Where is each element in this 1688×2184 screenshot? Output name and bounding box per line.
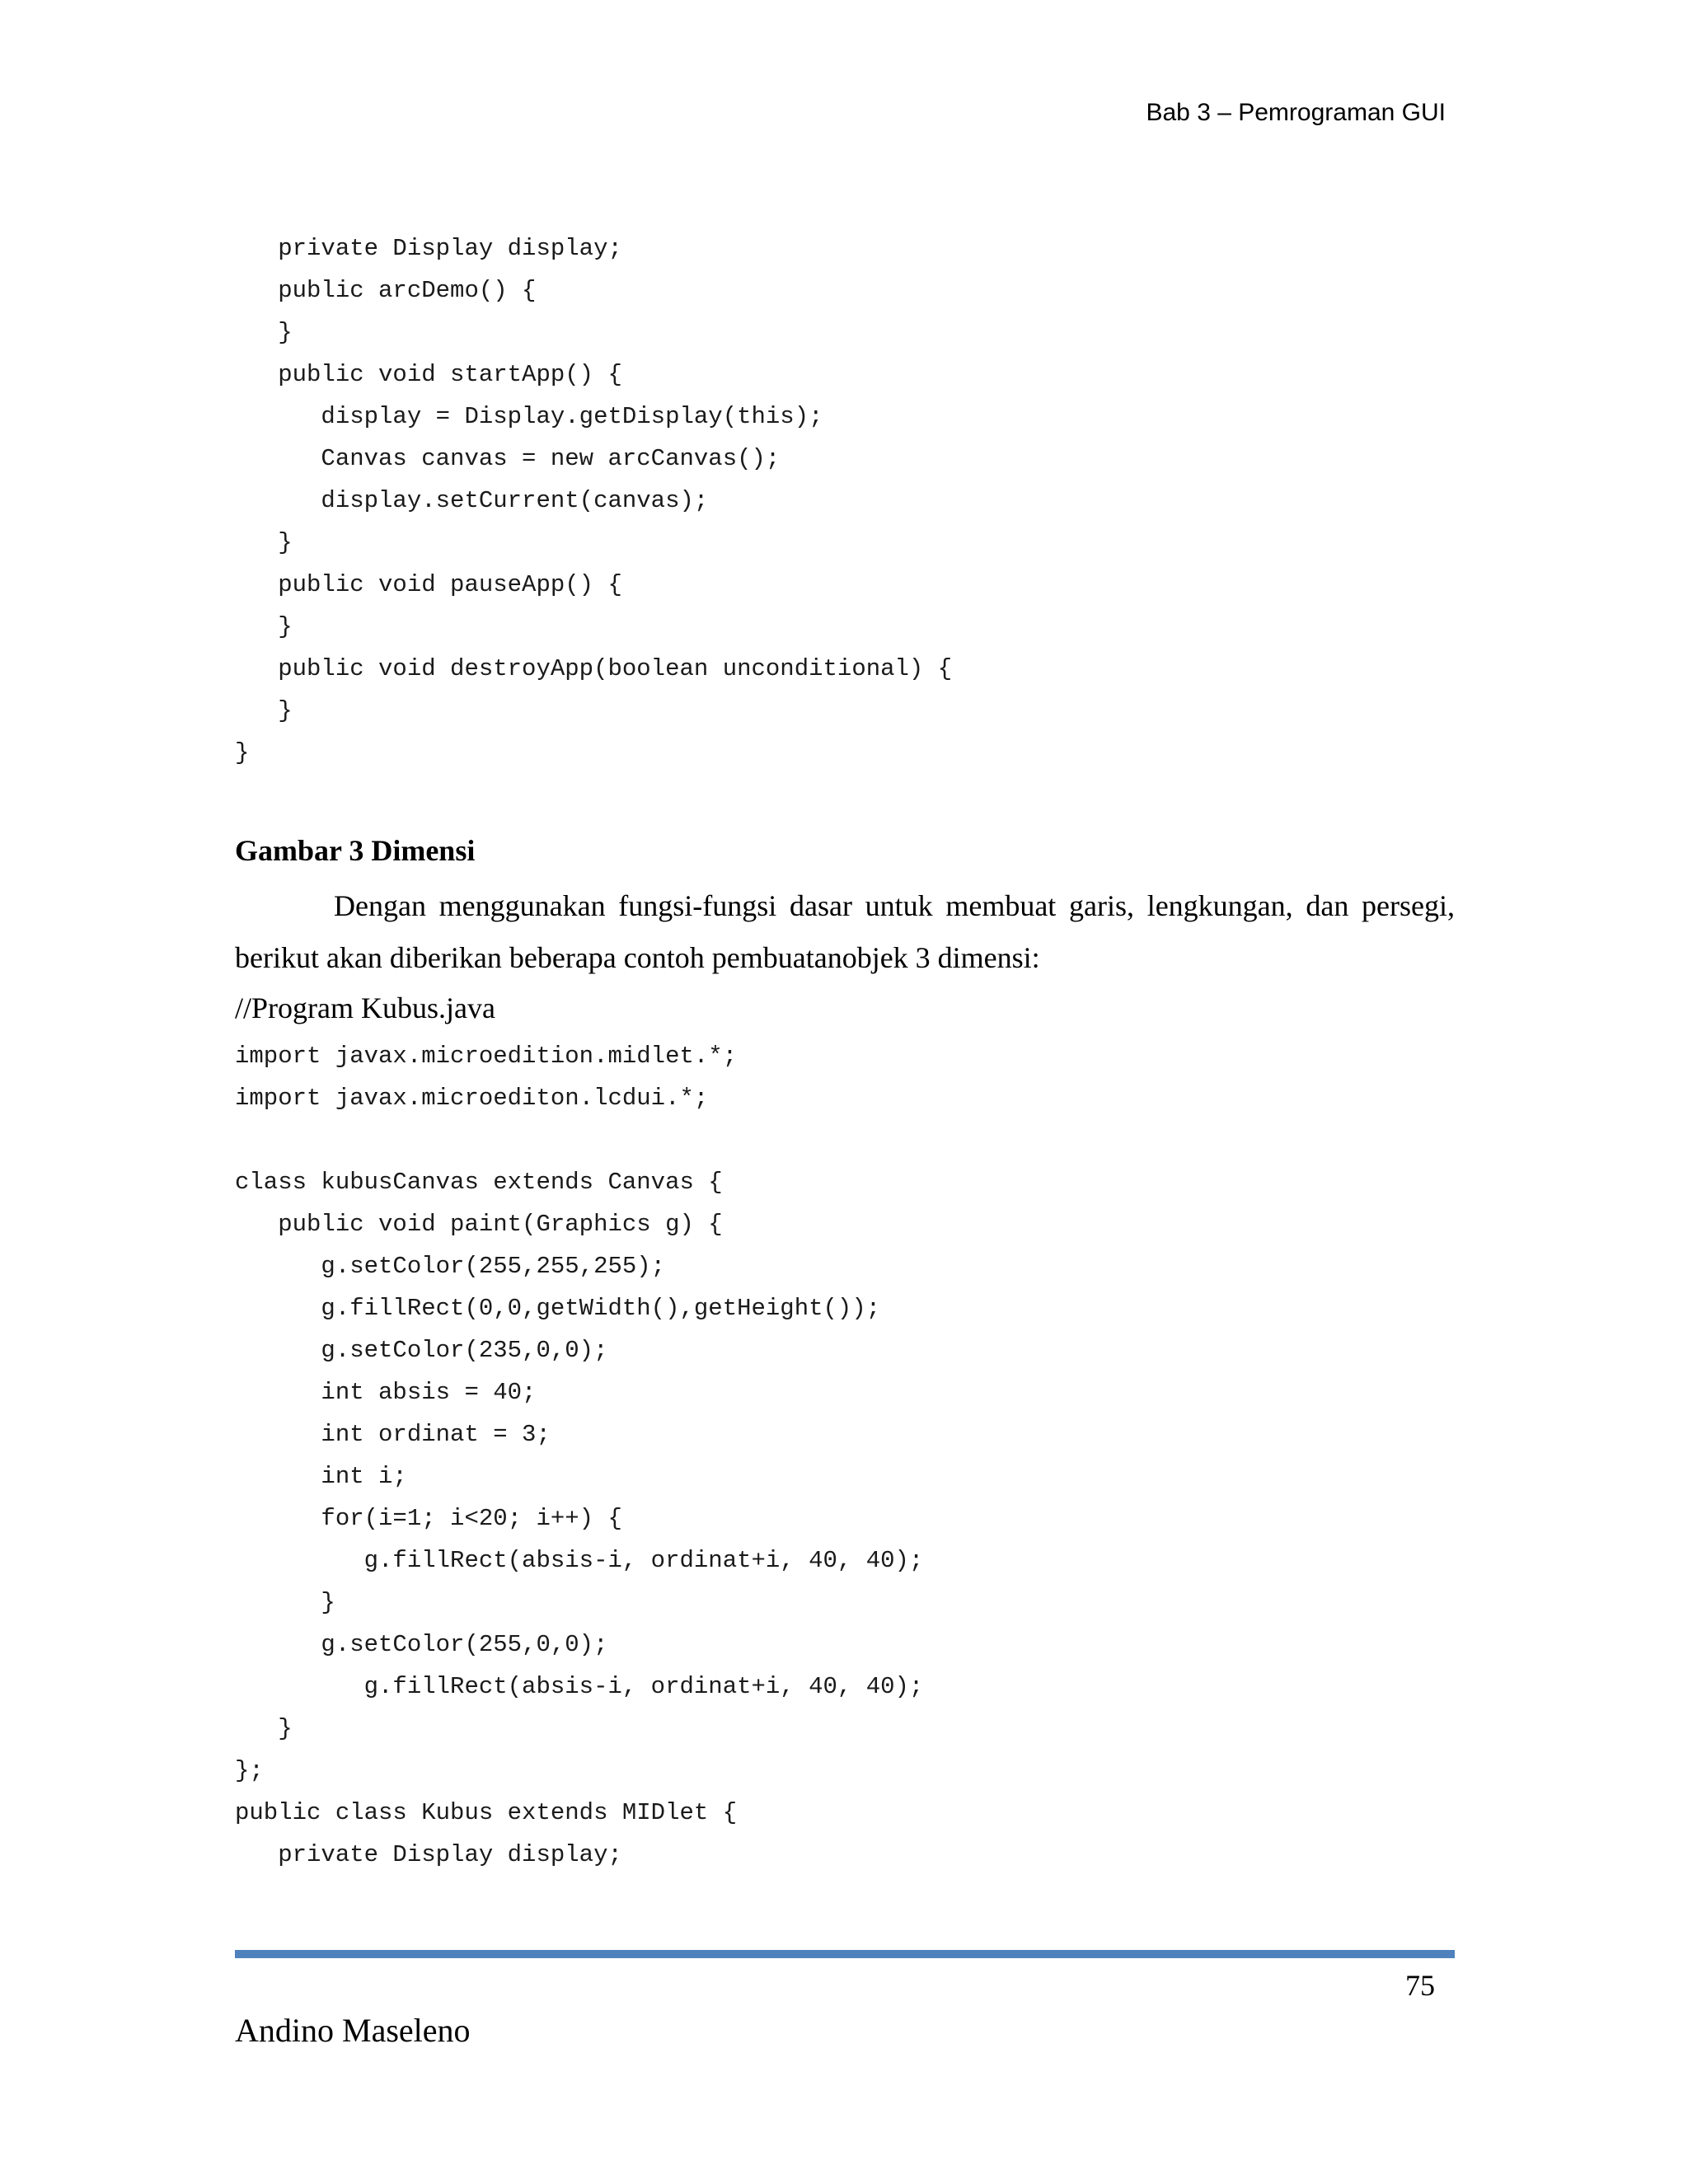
code-line: g.fillRect(absis-i, ordinat+i, 40, 40); [235,1547,924,1574]
section-paragraph: Dengan menggunakan fungsi-fungsi dasar untuk membuat garis, lengkungan, dan persegi, berikut akan diberikan beberapa contoh pembuatanobjek 3 dimensi: [235,889,1455,974]
code-line: public void destroyApp(boolean unconditional) { [235,655,953,682]
author-name: Andino Maseleno [235,2012,471,2049]
code-line: public arcDemo() { [235,277,537,304]
code-line: g.fillRect(0,0,getWidth(),getHeight()); [235,1295,881,1322]
code-line: private Display display; [235,1841,622,1868]
footer-divider [235,1950,1455,1958]
code-line: public void startApp() { [235,361,622,388]
code-line: for(i=1; i<20; i++) { [235,1505,622,1532]
program-label: //Program Kubus.java [235,991,495,1024]
code-line: } [235,697,293,724]
code-line: g.setColor(235,0,0); [235,1337,608,1364]
code-line: public void pauseApp() { [235,571,622,598]
code-line: } [235,1715,293,1742]
code-line: public class Kubus extends MIDlet { [235,1799,738,1826]
code-line: class kubusCanvas extends Canvas { [235,1169,723,1196]
running-header: Bab 3 – Pemrograman GUI [1146,99,1446,126]
code-line: } [235,739,250,766]
section-heading: Gambar 3 Dimensi [235,834,476,867]
code-line: } [235,613,293,640]
code-line [235,1119,923,1161]
code-line: g.fillRect(absis-i, ordinat+i, 40, 40); [235,1673,924,1700]
code-line: Canvas canvas = new arcCanvas(); [235,445,781,472]
code-line: int absis = 40; [235,1379,537,1406]
code-line: display.setCurrent(canvas); [235,487,709,514]
code-line: int i; [235,1463,407,1490]
code-line: import javax.microedition.midlet.*; [235,1043,738,1070]
code-line: public void paint(Graphics g) { [235,1211,723,1238]
code-line: int ordinat = 3; [235,1421,551,1448]
page-number: 75 [1405,1969,1435,2002]
code-line: private Display display; [235,235,622,262]
code-line: import javax.microediton.lcdui.*; [235,1085,709,1112]
code-block-arcdemo [235,227,952,774]
code-block-kubus [235,1035,923,1876]
code-line: } [235,1589,335,1616]
code-line: }; [235,1757,264,1784]
code-line: g.setColor(255,255,255); [235,1253,666,1280]
code-line: g.setColor(255,0,0); [235,1631,608,1658]
code-line: } [235,529,293,556]
code-line: display = Display.getDisplay(this); [235,403,823,430]
code-line: } [235,319,293,346]
